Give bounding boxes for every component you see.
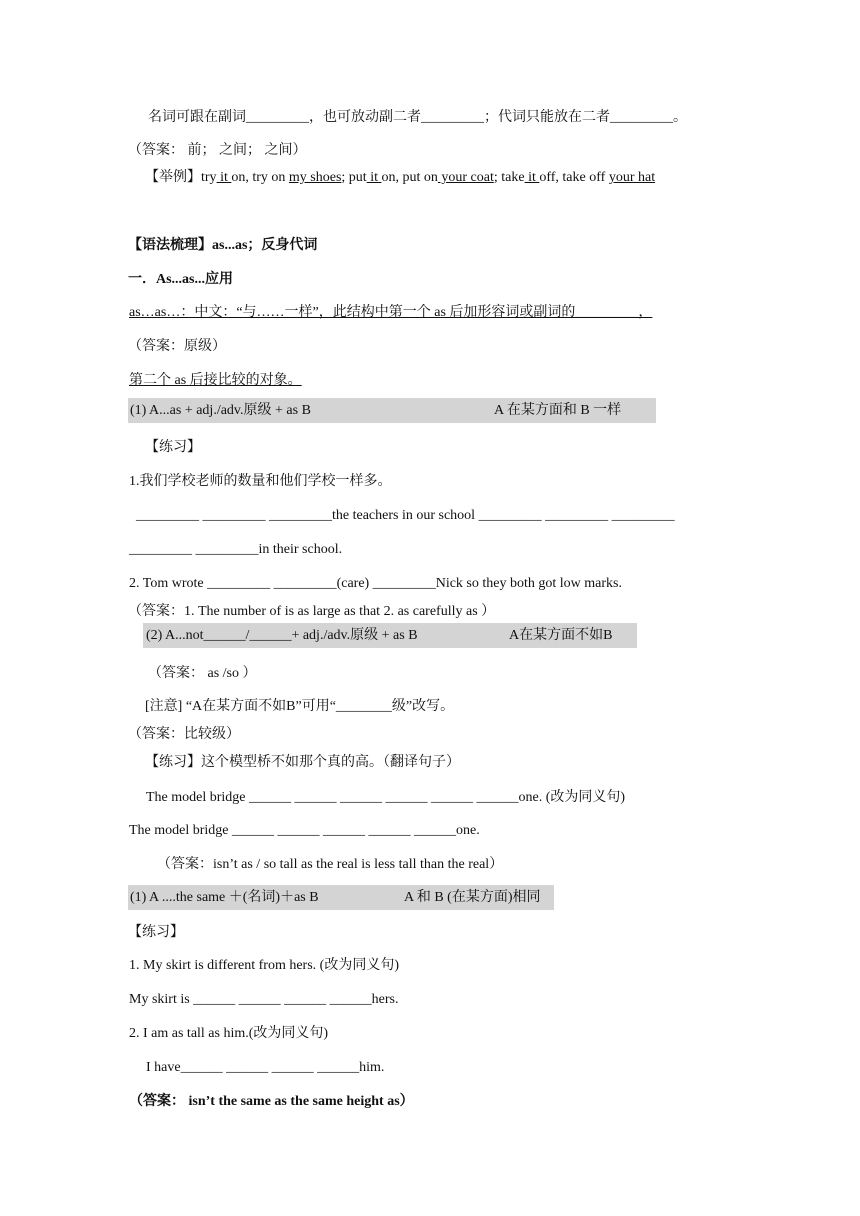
- example-fragment: it: [366, 170, 382, 185]
- question-2-fill: I have______ ______ ______ ______him.: [146, 1060, 385, 1075]
- example-fragment: ; take: [493, 170, 525, 185]
- structure-2-formula: (2) A...not______/______+ adj./adv.原级 + as B: [146, 628, 418, 643]
- example-line: [145, 168, 655, 188]
- practice-1-fill-a: _________ _________ _________the teachers in our school _________ _________ _________: [136, 508, 675, 523]
- example-fragment: it: [216, 170, 232, 185]
- intro-line-1: 名词可跟在副词_________，也可放动副二者_________；代词只能放在二者_________。: [148, 110, 687, 125]
- note-answer: （答案：比较级）: [128, 727, 240, 742]
- structure-3-meaning: A 和 B (在某方面)相同: [404, 890, 541, 905]
- example-fragment: your hat: [608, 170, 656, 185]
- question-2: 2. I am as tall as him.(改为同义句): [129, 1026, 329, 1041]
- structure-1-formula: (1) A...as + adj./adv.原级 + as B: [130, 403, 311, 418]
- structure-3-formula: (1) A ....the same ＋(名词)＋as B: [130, 890, 319, 905]
- grammar-heading: 【语法梳理】as...as；反身代词: [128, 238, 318, 253]
- example-label: 【举例】: [145, 170, 201, 185]
- example-fragment: my shoes: [288, 170, 342, 185]
- definition-answer: （答案：原级）: [128, 339, 226, 354]
- section-title: 一．As...as...应用: [128, 272, 234, 287]
- example-fragment: on, try on: [231, 170, 289, 185]
- example-fragment: your coat: [437, 170, 494, 185]
- example-fragment: off, take off: [539, 170, 609, 185]
- structure-2-bar: [143, 623, 637, 648]
- practice-2: 2. Tom wrote _________ _________(care) _________Nick so they both got low marks.: [129, 576, 622, 591]
- structure-1-bar: [128, 398, 656, 423]
- definition-line: as…as…：中文：“与……一样”，此结构中第一个 as 后加形容词或副词的_________，: [129, 305, 653, 320]
- example-fragment: try: [201, 170, 217, 185]
- practice-1: 1.我们学校老师的数量和他们学校一样多。: [129, 474, 392, 489]
- practice-2-label: 【练习】这个模型桥不如那个真的高。（翻译句子）: [145, 755, 460, 770]
- example-fragment: on, put on: [381, 170, 438, 185]
- note-line: [注意] “A在某方面不如B”可用“________级”改写。: [145, 699, 455, 714]
- structure-2-answer: （答案： as /so ）: [148, 666, 257, 681]
- model-bridge-1: The model bridge ______ ______ ______ ______ ______ ______one. (改为同义句): [146, 790, 626, 805]
- intro-answer-1: （答案： 前； 之间； 之间）: [128, 143, 307, 158]
- question-1: 1. My skirt is different from hers. (改为同义句): [129, 958, 399, 973]
- structure-1-meaning: A 在某方面和 B 一样: [494, 403, 622, 418]
- question-1-fill: My skirt is ______ ______ ______ ______hers.: [129, 992, 399, 1007]
- example-text: [201, 170, 655, 185]
- model-bridge-answer: （答案：isn’t as / so tall as the real is less tall than the real）: [157, 857, 504, 872]
- definition-line-2: 第二个 as 后接比较的对象。: [129, 373, 302, 388]
- model-bridge-2: The model bridge ______ ______ ______ ______ ______one.: [129, 823, 480, 838]
- example-fragment: it: [524, 170, 540, 185]
- question-answer: （答案： isn’t the same as the same height as）: [129, 1094, 414, 1109]
- structure-2-meaning: A在某方面不如B: [509, 628, 613, 643]
- practice-1-fill-b: _________ _________in their school.: [129, 542, 343, 557]
- structure-3-bar: [128, 885, 554, 910]
- practice-3-label: 【练习】: [128, 925, 184, 940]
- example-fragment: ; put: [341, 170, 367, 185]
- practice-answer: （答案：1. The number of is as large as that 2. as carefully as ）: [128, 604, 496, 619]
- practice-label: 【练习】: [145, 440, 201, 455]
